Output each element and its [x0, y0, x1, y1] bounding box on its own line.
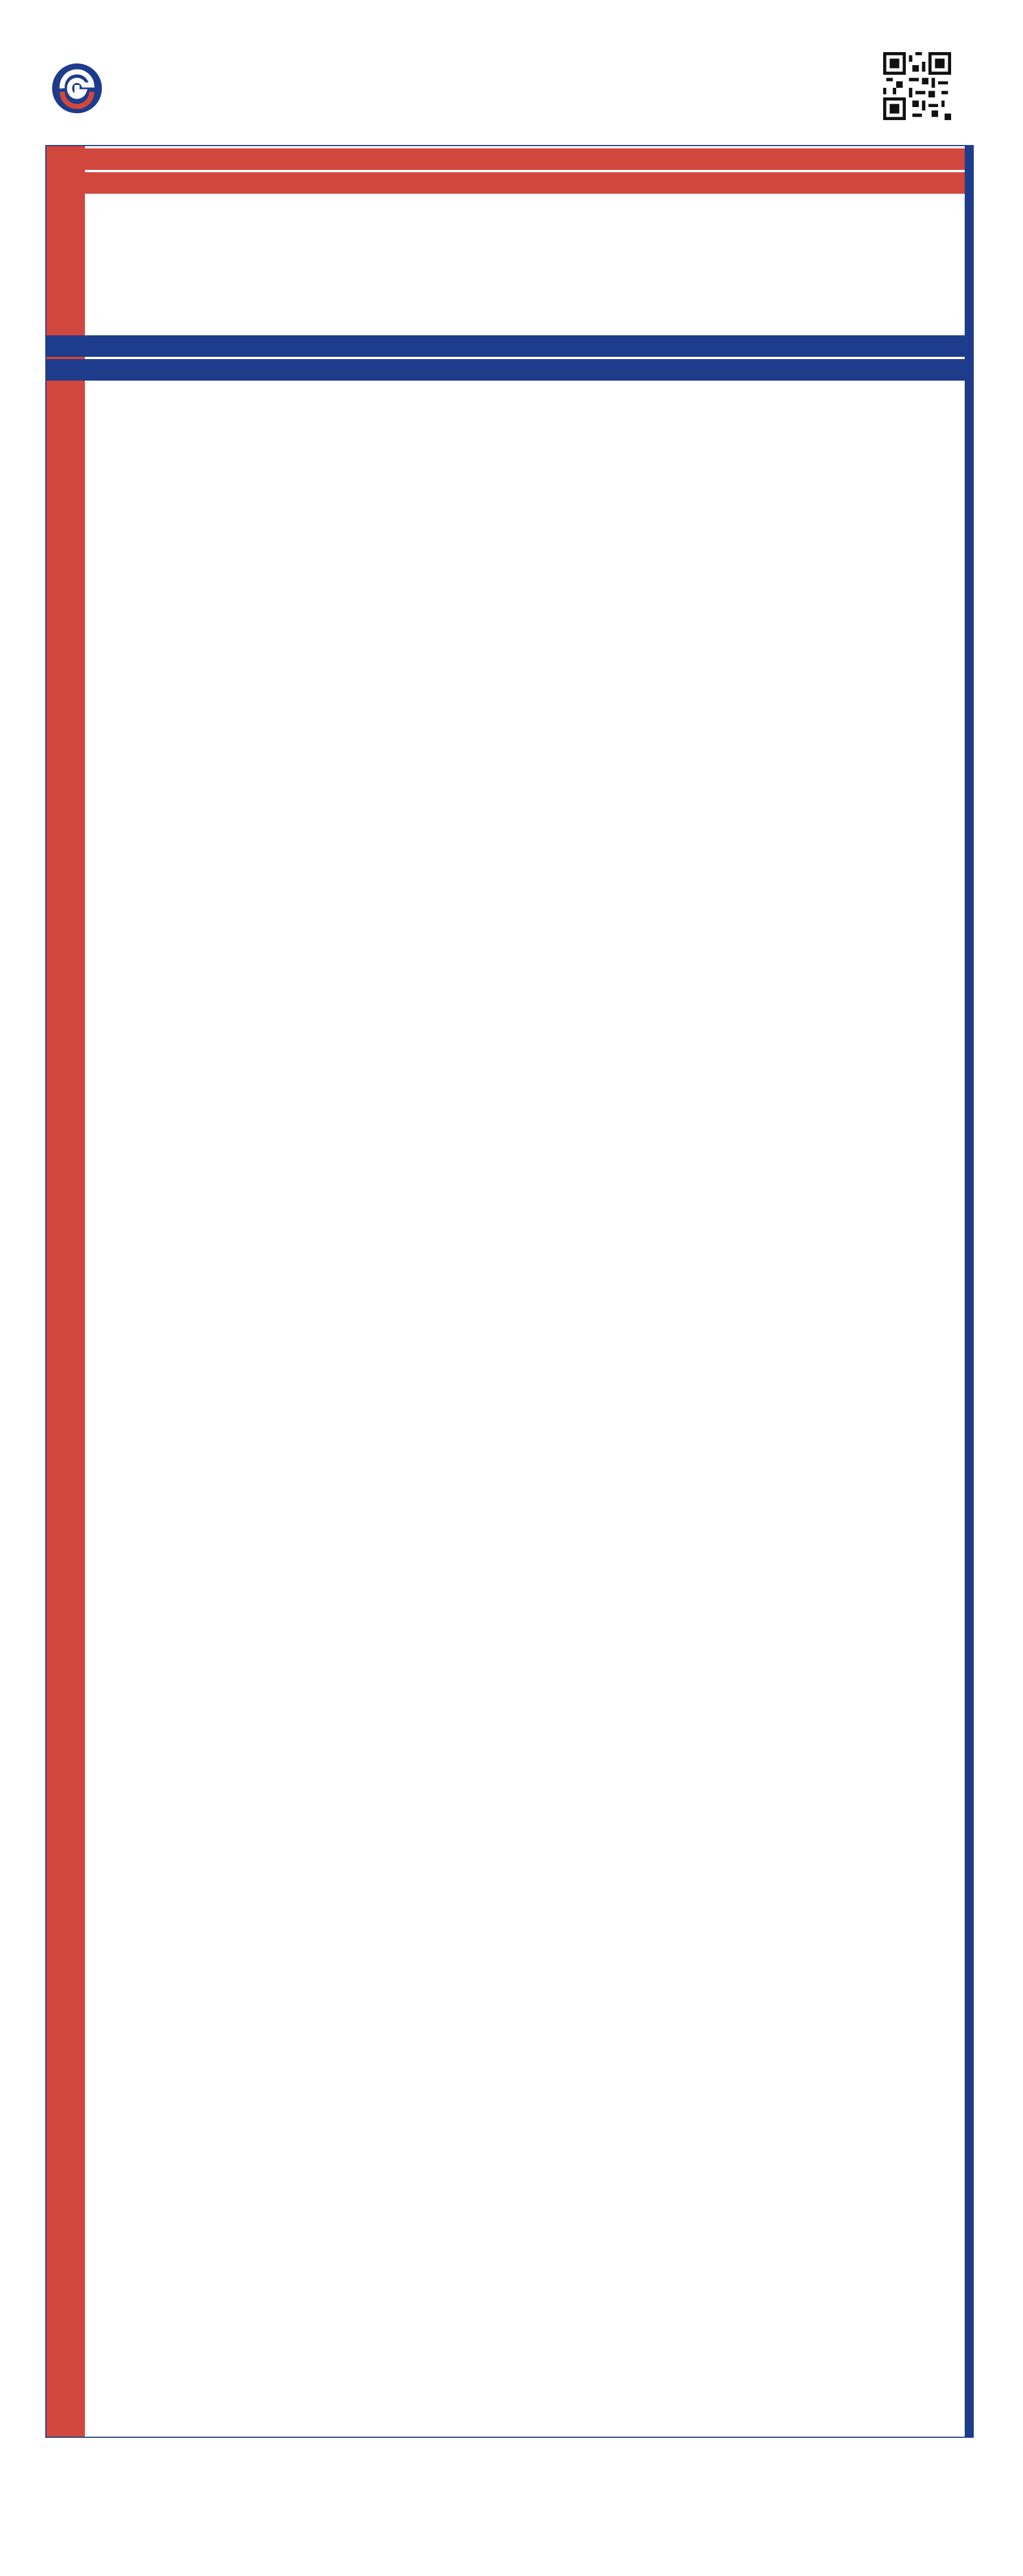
report-frame	[45, 145, 974, 2438]
daily-table-header	[85, 172, 965, 194]
full-table-header	[45, 359, 974, 381]
company-logo	[51, 51, 238, 119]
wechat-qr-code-icon	[883, 52, 951, 120]
gf-logo-icon	[51, 62, 103, 114]
report-header	[0, 0, 1023, 142]
full-section-title	[45, 335, 974, 357]
daily-section-title	[85, 148, 965, 170]
